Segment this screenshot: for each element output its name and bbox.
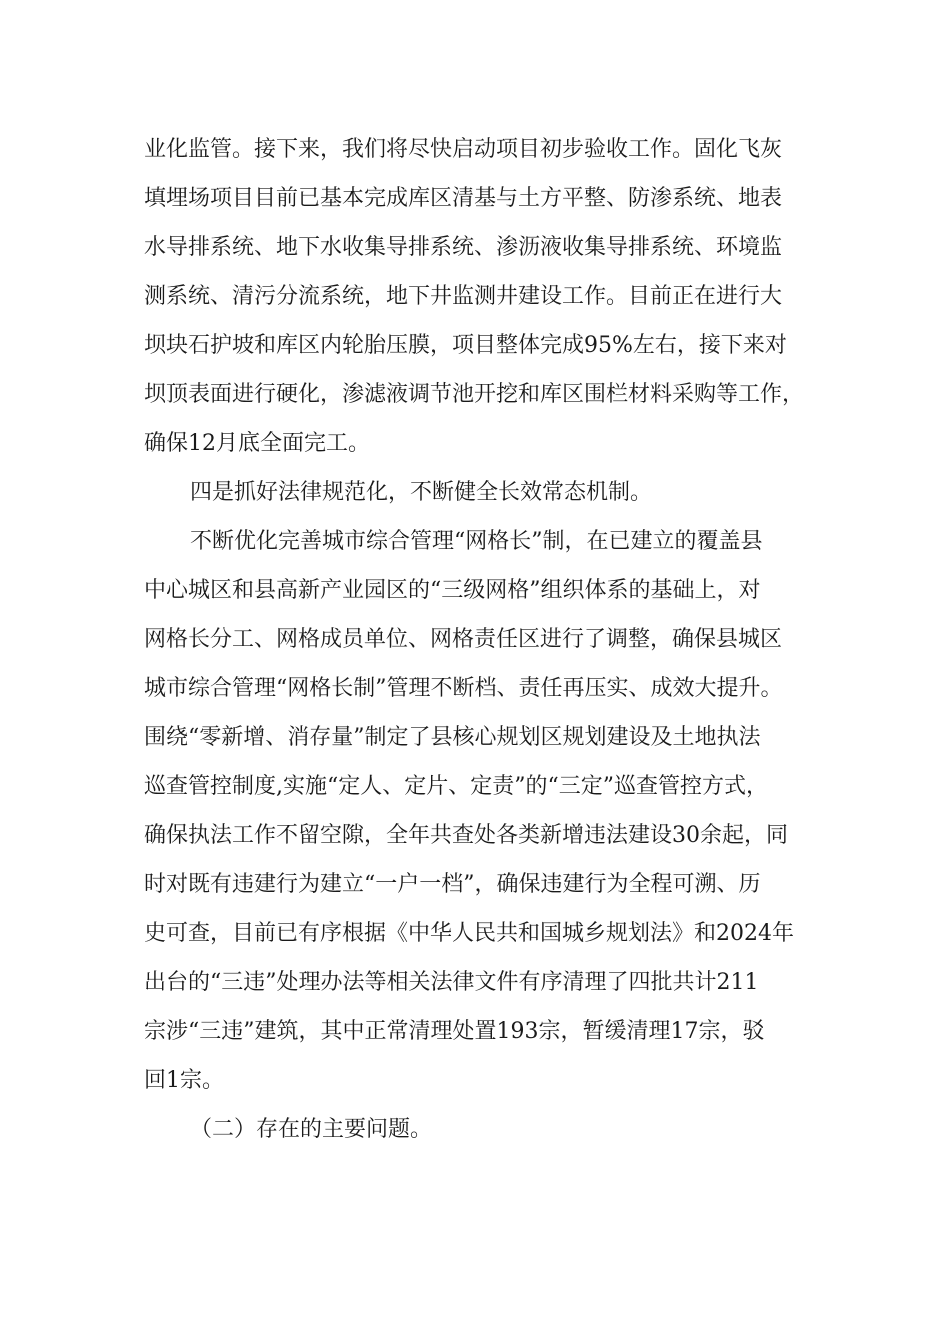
body-line-9: 不断优化完善城市综合管理“网格长”制，在已建立的覆盖县 — [190, 529, 763, 554]
body-line-6: 坝顶表面进行硬化，渗滤液调节池开挖和库区围栏材料采购等工作， — [144, 382, 805, 407]
body-line-16: 时对既有违建行为建立“一户一档”，确保违建行为全程可溯、历 — [144, 872, 761, 897]
body-line-14: 巡查管控制度,实施“定人、定片、定责”的“三定”巡查管控方式， — [144, 774, 768, 799]
body-line-4: 测系统、清污分流系统，地下井监测井建设工作。目前正在进行大 — [144, 284, 783, 309]
section-heading-problems: （二）存在的主要问题。 — [190, 1117, 433, 1142]
body-line-10: 中心城区和县高新产业园区的“三级网格”组织体系的基础上，对 — [144, 578, 761, 603]
body-line-15: 确保执法工作不留空隙，全年共查处各类新增违法建设30余起，同 — [144, 823, 788, 848]
body-line-20: 回1宗。 — [144, 1068, 224, 1093]
body-line-5: 坝块石护坡和库区内轮胎压膜，项目整体完成95%左右，接下来对 — [144, 333, 787, 358]
body-line-2: 填埋场项目目前已基本完成库区清基与土方平整、防渗系统、地表 — [144, 186, 783, 211]
body-line-7: 确保12月底全面完工。 — [144, 431, 370, 456]
body-line-11: 网格长分工、网格成员单位、网格责任区进行了调整，确保县城区 — [144, 627, 783, 652]
body-line-1: 业化监管。接下来，我们将尽快启动项目初步验收工作。固化飞灰 — [144, 137, 783, 162]
body-line-18: 出台的“三违”处理办法等相关法律文件有序清理了四批共计211 — [144, 970, 759, 995]
body-line-12: 城市综合管理“网格长制”管理不断档、责任再压实、成效大提升。 — [144, 676, 783, 701]
body-line-13: 围绕“零新增、消存量”制定了县核心规划区规划建设及土地执法 — [144, 725, 761, 750]
body-line-19: 宗涉“三违”建筑，其中正常清理处置193宗，暂缓清理17宗，驳 — [144, 1019, 765, 1044]
body-line-3: 水导排系统、地下水收集导排系统、渗沥液收集导排系统、环境监 — [144, 235, 783, 260]
section-heading-four: 四是抓好法律规范化，不断健全长效常态机制。 — [190, 480, 653, 505]
body-line-17: 史可查，目前已有序根据《中华人民共和国城乡规划法》和2024年 — [144, 921, 794, 946]
